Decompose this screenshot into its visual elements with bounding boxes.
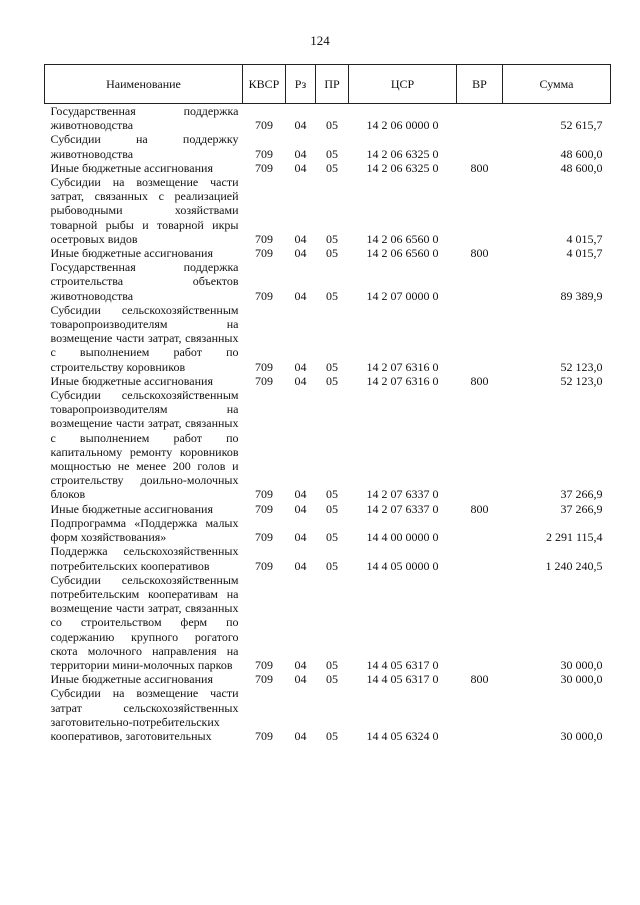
header-vr: ВР <box>457 65 503 104</box>
row-vr <box>457 573 503 672</box>
table-header <box>45 65 611 104</box>
row-rz: 04 <box>294 246 307 261</box>
row-sum: 2 291 115,4 <box>545 530 603 545</box>
table-row <box>45 686 611 743</box>
row-name: Иные бюджетные ассигнования <box>50 160 213 175</box>
row-pr: 05 <box>326 246 338 261</box>
table-row <box>45 502 611 516</box>
row-vr: 800 <box>470 373 489 388</box>
row-sum: 1 240 240,5 <box>545 558 603 573</box>
row-pr: 05 <box>326 558 338 573</box>
row-sum: 30 000,0 <box>560 657 603 672</box>
row-kvsr: 709 <box>255 530 273 545</box>
row-kvsr: 709 <box>255 657 273 672</box>
row-sum: 48 600,0 <box>560 160 603 175</box>
table-body <box>45 104 611 744</box>
row-vr <box>457 686 503 743</box>
row-rz: 04 <box>294 118 307 133</box>
row-rz: 04 <box>294 288 307 303</box>
row-name: Иные бюджетные ассигнования <box>50 501 213 516</box>
row-csr: 14 2 06 0000 0 <box>366 118 439 133</box>
table-row <box>45 104 611 133</box>
row-rz: 04 <box>294 231 307 246</box>
row-csr: 14 2 06 6560 0 <box>366 246 439 261</box>
row-kvsr: 709 <box>255 558 273 573</box>
table-row <box>45 672 611 686</box>
row-name: Государственная поддержка строительства объектов животноводства <box>50 260 239 303</box>
row-pr: 05 <box>326 672 338 687</box>
table-row <box>45 246 611 260</box>
header-sum: Сумма <box>503 65 611 104</box>
row-csr: 14 2 07 6316 0 <box>366 359 439 374</box>
row-kvsr: 709 <box>255 246 273 261</box>
row-rz: 04 <box>294 728 307 743</box>
row-rz: 04 <box>294 359 307 374</box>
row-sum: 37 266,9 <box>560 487 603 502</box>
row-kvsr: 709 <box>255 146 273 161</box>
row-rz: 04 <box>294 558 307 573</box>
row-vr: 800 <box>470 160 489 175</box>
header-csr: ЦСР <box>349 65 457 104</box>
row-rz: 04 <box>294 657 307 672</box>
row-rz: 04 <box>294 160 307 175</box>
row-kvsr: 709 <box>255 118 273 133</box>
row-vr: 800 <box>470 246 489 261</box>
row-kvsr: 709 <box>255 359 273 374</box>
row-rz: 04 <box>294 672 307 687</box>
budget-table <box>44 64 611 743</box>
row-vr <box>457 544 503 572</box>
table-row <box>45 161 611 175</box>
row-sum: 52 123,0 <box>560 373 603 388</box>
row-csr: 14 2 06 6325 0 <box>366 160 439 175</box>
row-csr: 14 4 05 0000 0 <box>366 558 439 573</box>
row-rz: 04 <box>294 501 307 516</box>
table-row <box>45 132 611 160</box>
table-row <box>45 374 611 388</box>
row-kvsr: 709 <box>255 487 273 502</box>
row-sum: 30 000,0 <box>560 728 603 743</box>
row-pr: 05 <box>326 231 338 246</box>
row-csr: 14 2 07 6337 0 <box>366 501 439 516</box>
row-kvsr: 709 <box>255 501 273 516</box>
row-csr: 14 4 05 6317 0 <box>366 657 439 672</box>
row-name: Иные бюджетные ассигнования <box>50 373 213 388</box>
row-vr: 800 <box>470 672 489 687</box>
row-rz: 04 <box>294 146 307 161</box>
row-name: Иные бюджетные ассигнования <box>50 246 213 261</box>
row-pr: 05 <box>326 118 338 133</box>
row-name: Субсидии сельскохозяйственным потребительским кооперативам на возмещение части затрат, связанных со строительством ферм по содержанию крупного рогатого скота молочного направления на территории мини-молочных парков <box>50 572 239 672</box>
row-vr <box>457 104 503 133</box>
row-name: Субсидии на возмещение части затрат сельскохозяйственных заготовительно-потребительских кооперативов, заготовительных <box>50 686 239 743</box>
row-pr: 05 <box>326 146 338 161</box>
row-rz: 04 <box>294 487 307 502</box>
row-sum: 52 123,0 <box>560 359 603 374</box>
row-kvsr: 709 <box>255 160 273 175</box>
row-pr: 05 <box>326 160 338 175</box>
row-csr: 14 2 07 6337 0 <box>366 487 439 502</box>
table-row <box>45 573 611 672</box>
row-name: Субсидии сельскохозяйственным товаропроизводителям на возмещение части затрат, связанных с выполнением работ по строительству коровников <box>50 302 239 374</box>
table-row <box>45 516 611 544</box>
header-rz: Рз <box>286 65 316 104</box>
row-pr: 05 <box>326 359 338 374</box>
row-csr: 14 4 05 6317 0 <box>366 672 439 687</box>
row-sum: 48 600,0 <box>560 146 603 161</box>
table-row <box>45 388 611 502</box>
row-name: Подпрограмма «Поддержка малых форм хозяйствования» <box>50 515 239 545</box>
row-csr: 14 4 05 6324 0 <box>366 728 439 743</box>
row-kvsr: 709 <box>255 373 273 388</box>
table-row <box>45 544 611 572</box>
row-csr: 14 2 06 6560 0 <box>366 231 439 246</box>
header-pr: ПР <box>316 65 349 104</box>
row-pr: 05 <box>326 373 338 388</box>
row-vr: 800 <box>470 501 489 516</box>
row-kvsr: 709 <box>255 672 273 687</box>
row-vr <box>457 132 503 160</box>
row-name: Субсидии сельскохозяйственным товаропроизводителям на возмещение части затрат, связанных с выполнением работ по капитальному ремонту коровников мощностью не менее 200 голов и строительству доильно-молочных блоков <box>50 388 239 502</box>
row-vr <box>457 175 503 246</box>
row-pr: 05 <box>326 288 338 303</box>
row-name: Поддержка сельскохозяйственных потребительских кооперативов <box>50 544 239 573</box>
row-name: Государственная поддержка животноводства <box>50 104 239 133</box>
page-number: 124 <box>310 33 330 48</box>
table-row <box>45 175 611 246</box>
row-rz: 04 <box>294 530 307 545</box>
row-pr: 05 <box>326 487 338 502</box>
row-vr <box>457 516 503 544</box>
row-csr: 14 2 07 6316 0 <box>366 373 439 388</box>
header-kvsr: КВСР <box>243 65 286 104</box>
row-kvsr: 709 <box>255 728 273 743</box>
row-name: Субсидии на возмещение части затрат, связанных с реализацией рыбоводными хозяйствами товарной рыбы и товарной икры осетровых видов <box>50 175 239 246</box>
row-kvsr: 709 <box>255 231 273 246</box>
row-name: Иные бюджетные ассигнования <box>50 672 213 687</box>
table-row <box>45 260 611 303</box>
row-pr: 05 <box>326 530 338 545</box>
row-sum: 4 015,7 <box>566 231 603 246</box>
row-csr: 14 2 06 6325 0 <box>366 146 439 161</box>
row-kvsr: 709 <box>255 288 273 303</box>
row-vr <box>457 303 503 374</box>
row-pr: 05 <box>326 657 338 672</box>
row-vr <box>457 388 503 502</box>
header-name: Наименование <box>45 65 243 104</box>
row-vr <box>457 260 503 303</box>
row-csr: 14 4 00 0000 0 <box>366 530 439 545</box>
row-rz: 04 <box>294 373 307 388</box>
row-pr: 05 <box>326 728 338 743</box>
row-sum: 30 000,0 <box>560 672 603 687</box>
row-csr: 14 2 07 0000 0 <box>366 288 439 303</box>
row-sum: 89 389,9 <box>560 288 603 303</box>
row-sum: 37 266,9 <box>560 501 603 516</box>
row-name: Субсидии на поддержку животноводства <box>50 132 239 161</box>
row-sum: 52 615,7 <box>560 118 603 133</box>
row-sum: 4 015,7 <box>566 246 603 261</box>
row-pr: 05 <box>326 501 338 516</box>
table-row <box>45 303 611 374</box>
